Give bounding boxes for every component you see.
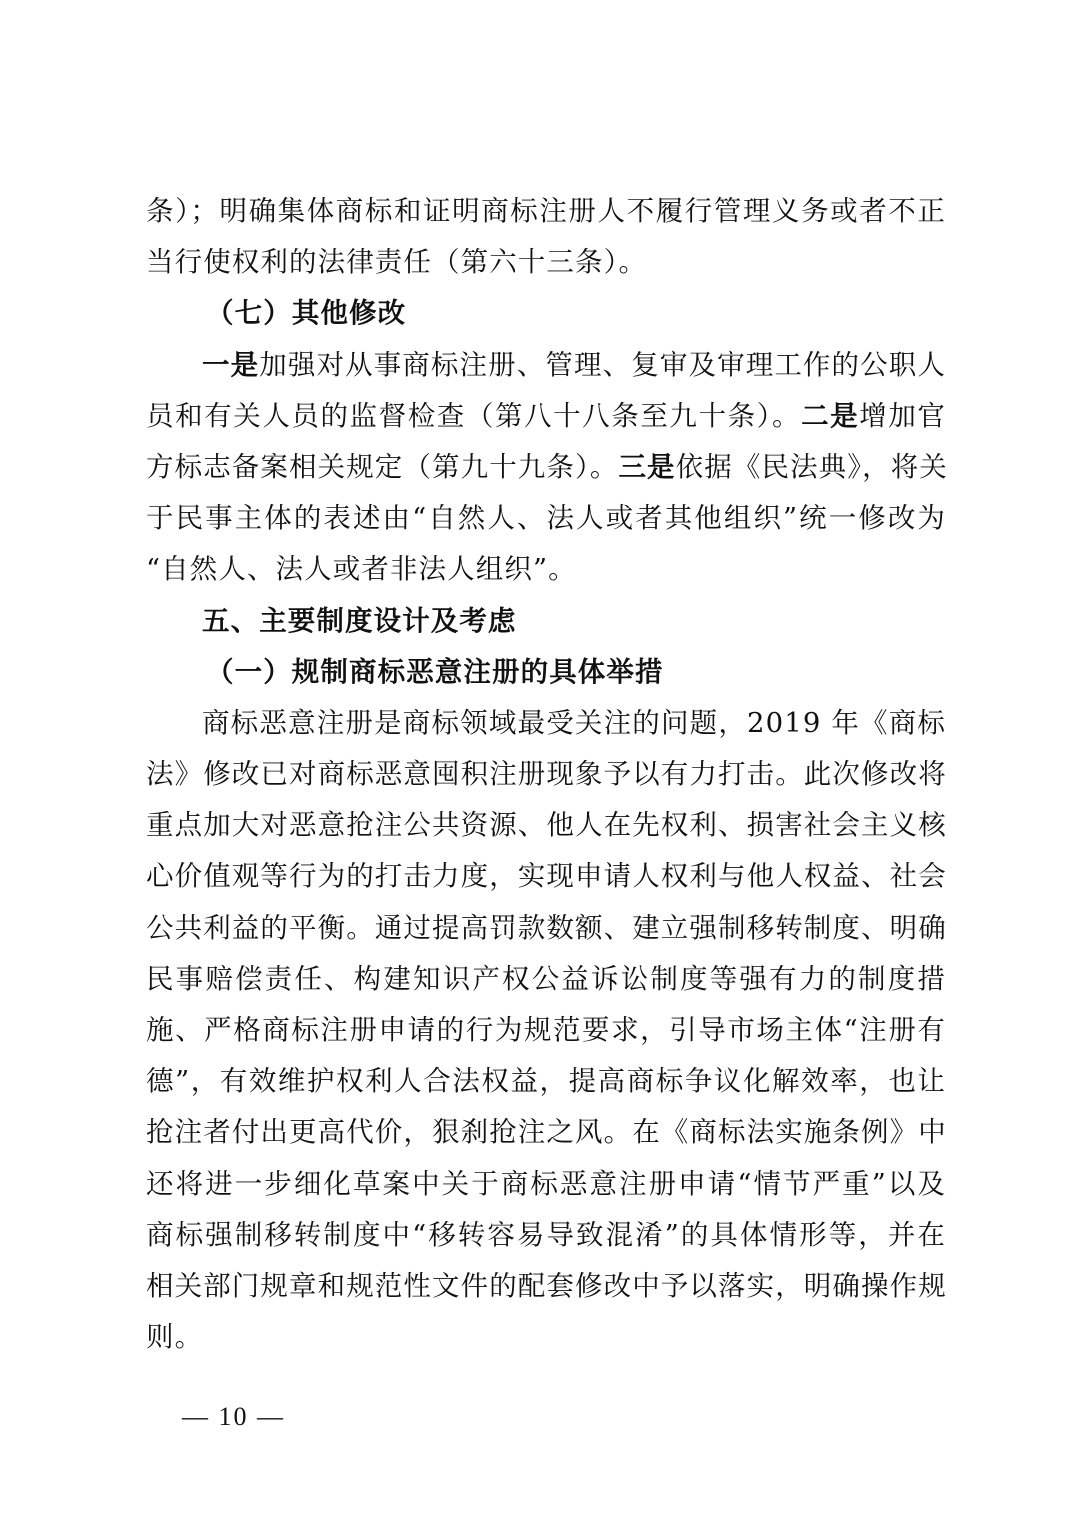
- text-line: 民事赔偿责任、构建知识产权公益诉讼制度等强有力的制度措: [146, 962, 946, 995]
- text-line: 商标恶意注册是商标领域最受关注的问题，2019 年《商标: [202, 706, 946, 739]
- emphasis-first: 一是: [202, 348, 260, 381]
- subheading-malicious-registration: （一）规制商标恶意注册的具体举措: [206, 655, 664, 688]
- text-line: 条）；明确集体商标和证明商标注册人不履行管理义务或者不正: [146, 195, 946, 227]
- section-heading-5: 五、主要制度设计及考虑: [202, 604, 517, 637]
- continued-paragraph: [146, 186, 946, 288]
- text-line: “自然人、法人或者非法人组织”。: [146, 553, 577, 586]
- text-line: 重点加大对恶意抢注公共资源、他人在先权利、损害社会主义核: [146, 809, 947, 842]
- text-line: 抢注者付出更高代价，狠刹抢注之风。在《商标法实施条例》中: [146, 1116, 947, 1149]
- text-line: 商标强制移转制度中“移转容易导致混淆”的具体情形等，并在: [146, 1218, 946, 1251]
- text-line: 心价值观等行为的打击力度，实现申请人权利与他人权益、社会: [146, 860, 947, 893]
- text-line: 一是加强对从事商标注册、管理、复审及审理工作的公职人: [202, 348, 946, 381]
- text-line: 施、严格商标注册申请的行为规范要求，引导市场主体“注册有: [146, 1014, 946, 1046]
- document-body: [146, 186, 946, 1363]
- text-line: 则。: [146, 1321, 204, 1354]
- text-line: 公共利益的平衡。通过提高罚款数额、建立强制移转制度、明确: [146, 911, 947, 944]
- subheading-other-amendments: （七）其他修改: [206, 297, 407, 330]
- text-line: 德”，有效维护权利人合法权益，提高商标争议化解效率，也让: [146, 1065, 946, 1098]
- text-line: 员和有关人员的监督检查（第八十八条至九十条）。二是增加官: [146, 399, 946, 432]
- text-line: 当行使权利的法律责任（第六十三条）。: [146, 246, 648, 279]
- emphasis-second: 二是: [801, 399, 860, 432]
- text-line: 于民事主体的表述由“自然人、法人或者其他组织”统一修改为: [146, 502, 946, 535]
- emphasis-third: 三是: [618, 450, 676, 483]
- paragraph-malicious-registration: [146, 698, 946, 1363]
- text-line: 法》修改已对商标恶意囤积注册现象予以有力打击。此次修改将: [146, 758, 947, 791]
- page-number: — 10 —: [182, 1402, 285, 1431]
- text-line: 方标志备案相关规定（第九十九条）。三是依据《民法典》，将关: [146, 450, 948, 483]
- text-line: 相关部门规章和规范性文件的配套修改中予以落实，明确操作规: [146, 1269, 947, 1302]
- paragraph-other-amendments: [146, 340, 946, 596]
- text-line: 还将进一步细化草案中关于商标恶意注册申请“情节严重”以及: [146, 1167, 946, 1200]
